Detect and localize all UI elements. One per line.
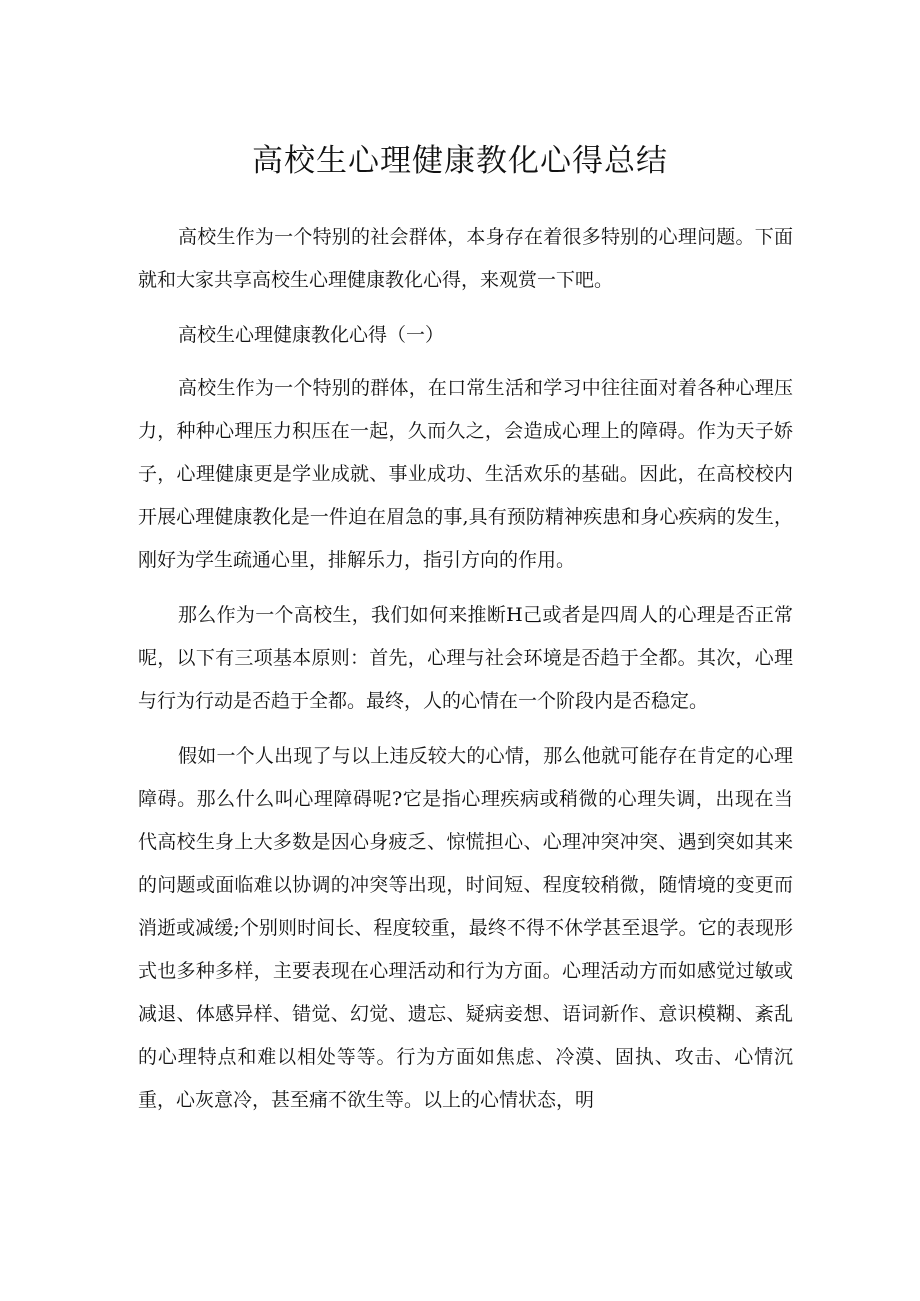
body-paragraph: 高校生作为一个特别的群体，在口常生活和学习中往往面对着各种心理压力，种种心理压力积压在一起，久而久之，会造成心理上的障碍。作为天子娇子，心理健康更是学业成就、事业成功、生活欢乐的基础。因此，在高校校内开展心理健康教化是一件迫在眉急的事,具有预防精神疾患和身心疾病的发生，刚好为学生疏通心里，排解乐力，指引方向的作用。 <box>138 377 793 571</box>
intro-paragraph: 高校生作为一个特别的社会群体，本身存在着很多特别的心理问题。下面就和大家共享高校生心理健康教化心得，来观赏一下吧。 <box>138 226 793 291</box>
document-body <box>138 216 793 1134</box>
document-title: 高校生心理健康教化心得总结 <box>252 143 668 179</box>
body-paragraph: 那么作为一个高校生，我们如何来推断H己或者是四周人的心理是否正常呢，以下有三项基本原则：首先，心理与社会环境是否趋于全都。其次，心理与行为行动是否趋于全都。最终，人的心情在一个阶段内是否稳定。 <box>138 604 793 712</box>
section-heading: 高校生心理健康教化心得（一） <box>178 324 445 346</box>
body-paragraph: 假如一个人出现了与以上违反较大的心情，那么他就可能存在肯定的心理障碍。那么什么叫心理障碍呢?它是指心理疾病或稍微的心理失调，出现在当代高校生身上大多数是因心身疲乏、惊慌担心、心理冲突冲突、遇到突如其来的问题或面临难以协调的冲突等出现，时间短、程度较稍微，随情境的变更而消逝或减缓;个别则时间长、程度较重，最终不得不休学甚至退学。它的表现形式也多种多样，主要表现在心理活动和行为方面。心理活动方而如感觉过敏或减退、体感异样、错觉、幻觉、遗忘、疑病妾想、语词新作、意识模糊、紊乱的心理特点和难以相处等等。行为方面如焦虑、冷漠、固执、攻击、心情沉重，心灰意冷，甚至痛不欲生等。以上的心情状态，明 <box>138 745 793 1111</box>
